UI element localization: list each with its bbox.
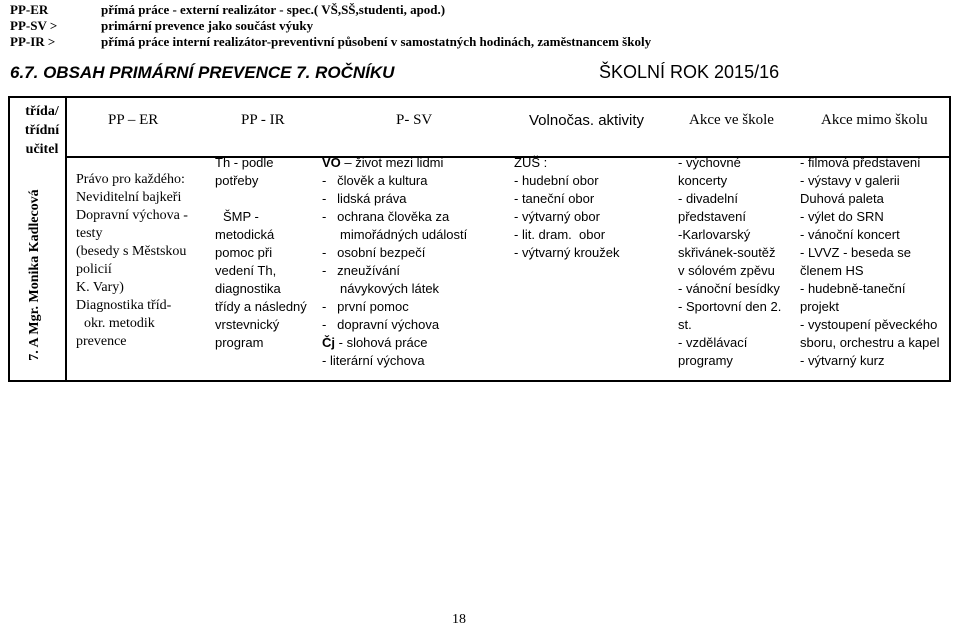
cell-line	[215, 190, 307, 208]
cell-line: pomoc při	[215, 245, 273, 260]
cell-line: členem HS	[800, 263, 864, 278]
school-year: ŠKOLNÍ ROK 2015/16	[599, 62, 780, 82]
cell-line: vedení Th,	[215, 263, 277, 278]
cell-line: (besedy s Městskou	[76, 244, 187, 259]
cell-line: Duhová paleta	[800, 191, 884, 206]
cell-line: testy	[76, 226, 103, 241]
cell-line: metodická	[215, 227, 275, 242]
legend-text: přímá práce - externí realizátor - spec.( VŠ,SŠ,studenti, apod.)	[101, 2, 446, 17]
legend-row	[0, 2, 700, 18]
cell-line: vrstevnický	[215, 317, 280, 332]
cj-label: Čj	[322, 335, 335, 350]
legend-row	[0, 34, 700, 50]
cell-line: policií	[76, 262, 112, 277]
legend-abbr: PP-ER	[10, 2, 49, 17]
pp-ir-cell	[215, 154, 307, 352]
header-akce-ve-skole: Akce ve škole	[689, 112, 774, 128]
cell-line: ŠMP -	[223, 209, 259, 224]
header-pp-ir: PP - IR	[241, 112, 285, 128]
corner-line: třídní	[24, 123, 60, 138]
cell-line: - vánoční besídky	[678, 281, 780, 296]
header-volnocas: Volnočas. aktivity	[529, 112, 645, 129]
cell-line: - výstavy v galerii	[800, 173, 900, 188]
cell-line: -Karlovarský	[678, 227, 751, 242]
cell-line: potřeby	[215, 173, 259, 188]
cell-line: mimořádných událostí	[322, 227, 468, 242]
cell-line	[322, 334, 467, 352]
cell-line: - LVVZ - beseda se	[800, 245, 912, 260]
vo-label: VO	[322, 155, 341, 170]
cell-line: - výlet do SRN	[800, 209, 884, 224]
cell-line: - první pomoc	[322, 299, 409, 314]
class-teacher-cell	[24, 170, 46, 380]
cell-line: v sólovém zpěvu	[678, 263, 775, 278]
cell-line: skřivánek-soutěž	[678, 245, 776, 260]
corner-header	[18, 102, 66, 159]
pp-er-cell	[76, 171, 188, 351]
corner-line: učitel	[25, 142, 59, 157]
class-teacher-label: 7. A Mgr. Monika Kadlecová	[27, 189, 42, 361]
cell-line: - lidská práva	[322, 191, 407, 206]
cell-line: - zneužívání	[322, 263, 401, 278]
cell-line: třídy a následný	[215, 299, 307, 314]
cell-line: představení	[678, 209, 746, 224]
cell-line: - taneční obor	[514, 191, 595, 206]
section-title: 6.7. OBSAH PRIMÁRNÍ PREVENCE 7. ROČNÍKU	[10, 63, 395, 82]
header-pp-er: PP – ER	[108, 112, 159, 128]
cell-line: Právo pro každého:	[76, 172, 185, 187]
legend-text: primární prevence jako součást výuky	[101, 18, 314, 33]
legend-abbr: PP-SV >	[10, 18, 58, 33]
cell-line: prevence	[76, 334, 127, 349]
cell-line: - hudebně-taneční	[800, 281, 906, 296]
cell-line: K. Vary)	[76, 280, 124, 295]
cell-line: okr. metodik	[84, 316, 155, 331]
cell-line: programy	[678, 353, 733, 368]
cell-line: - Sportovní den 2.	[678, 299, 782, 314]
cell-line: st.	[678, 317, 692, 332]
cell-line: - filmová představení	[800, 155, 921, 170]
pp-sv-cell	[322, 154, 467, 370]
prevention-table	[8, 96, 951, 382]
cell-line: Neviditelní bajkeři	[76, 190, 182, 205]
cell-line	[322, 154, 467, 172]
cell-line: projekt	[800, 299, 840, 314]
cell-line: koncerty	[678, 173, 728, 188]
cell-line: - osobní bezpečí	[322, 245, 426, 260]
cell-line: návykových látek	[322, 281, 440, 296]
cell-line: - výchovné	[678, 155, 741, 170]
cell-line: - člověk a kultura	[322, 173, 428, 188]
cell-line: - ochrana člověka za	[322, 209, 450, 224]
cell-line: - vzdělávací	[678, 335, 748, 350]
cell-line: sboru, orchestru a kapel	[800, 335, 940, 350]
cj-text: - slohová práce	[338, 335, 428, 350]
cell-line: diagnostika	[215, 281, 281, 296]
cell-line: - vánoční koncert	[800, 227, 900, 242]
header-akce-mimo-skolu: Akce mimo školu	[821, 112, 928, 128]
cell-line: - výtvarný kurz	[800, 353, 885, 368]
cell-line: - divadelní	[678, 191, 738, 206]
page-number: 18	[452, 612, 466, 627]
vo-text: – život mezi lidmi	[344, 155, 444, 170]
cell-line: - hudební obor	[514, 173, 599, 188]
legend-abbr: PP-IR >	[10, 34, 56, 49]
akce-ve-skole-cell	[678, 154, 781, 370]
volnocas-cell	[514, 154, 619, 262]
cell-line: Diagnostika tříd-	[76, 298, 172, 313]
cell-line: - výtvarný kroužek	[514, 245, 620, 260]
cell-line: ZUŠ :	[514, 155, 548, 170]
cell-line: program	[215, 335, 264, 350]
akce-mimo-skolu-cell	[800, 154, 939, 370]
legend-row	[0, 18, 700, 34]
cell-line: Dopravní výchova -	[76, 208, 188, 223]
cell-line: - dopravní výchova	[322, 317, 440, 332]
corner-line: třída/	[25, 104, 59, 119]
legend-text: přímá práce interní realizátor-preventivní působení v samostatných hodinách, zaměstnancem školy	[101, 34, 652, 49]
header-pp-sv: P- SV	[396, 112, 433, 128]
cell-line: - výtvarný obor	[514, 209, 600, 224]
cell-line: - vystoupení pěveckého	[800, 317, 938, 332]
cell-line: - lit. dram. obor	[514, 227, 606, 242]
cell-line: - literární výchova	[322, 353, 425, 368]
cell-line: Th - podle	[215, 155, 274, 170]
